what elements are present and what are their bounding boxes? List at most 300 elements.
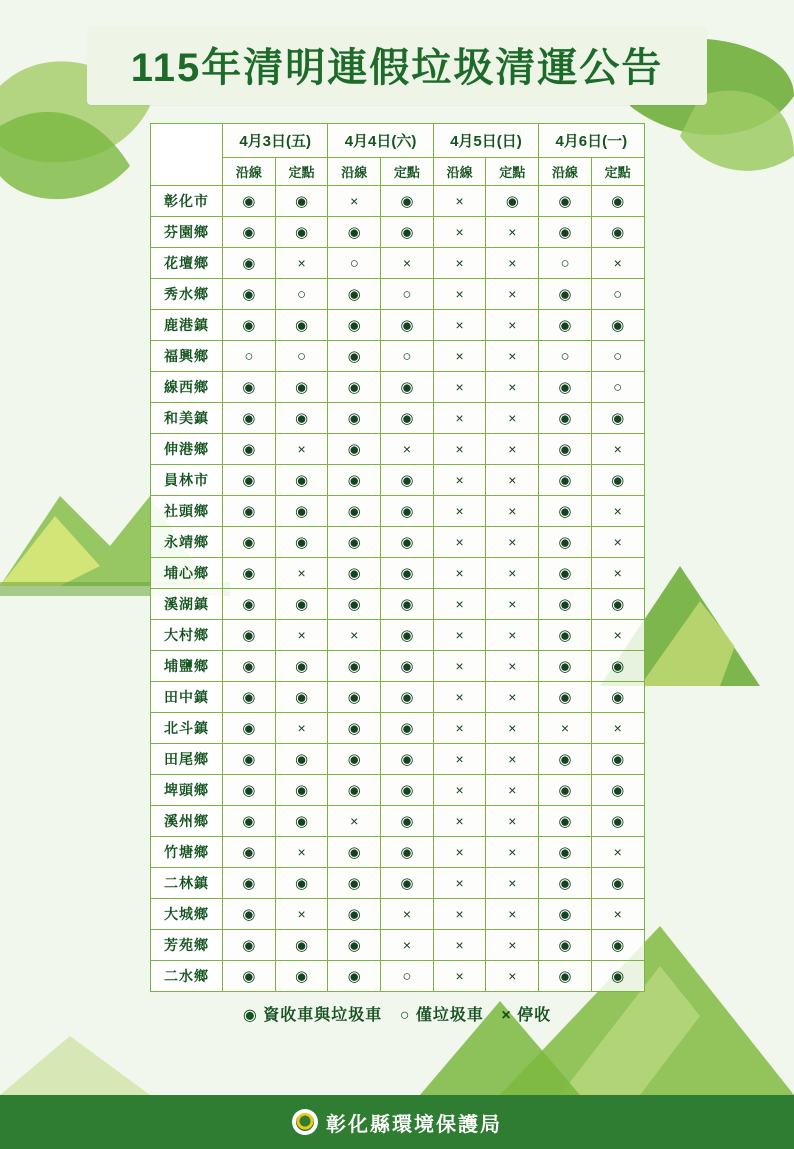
schedule-cell xyxy=(223,465,276,496)
status-symbol: × xyxy=(455,813,464,829)
status-symbol: × xyxy=(508,534,517,550)
status-symbol: × xyxy=(455,565,464,581)
schedule-cell xyxy=(433,651,486,682)
mode-header-route-2: 沿線 xyxy=(433,158,486,186)
mode-header-route-1: 沿線 xyxy=(328,158,381,186)
schedule-cell xyxy=(539,744,592,775)
schedule-cell xyxy=(591,713,644,744)
status-symbol: ◉ xyxy=(347,689,361,706)
schedule-cell xyxy=(275,589,328,620)
township-name: 社頭鄉 xyxy=(151,496,223,527)
status-symbol: ◉ xyxy=(558,658,572,675)
schedule-cell xyxy=(328,589,381,620)
schedule-cell xyxy=(223,713,276,744)
schedule-cell xyxy=(328,837,381,868)
status-symbol: × xyxy=(297,441,306,457)
schedule-cell xyxy=(381,589,434,620)
schedule-cell xyxy=(328,217,381,248)
schedule-cell xyxy=(591,186,644,217)
status-symbol: × xyxy=(508,441,517,457)
status-symbol: × xyxy=(402,906,411,922)
township-name: 竹塘鄉 xyxy=(151,837,223,868)
schedule-cell xyxy=(223,217,276,248)
schedule-cell xyxy=(328,310,381,341)
schedule-cell xyxy=(539,682,592,713)
schedule-cell xyxy=(275,775,328,806)
status-symbol: ◉ xyxy=(611,937,625,954)
table-row xyxy=(151,248,645,279)
status-symbol: × xyxy=(508,317,517,333)
mode-header-route-0: 沿線 xyxy=(223,158,276,186)
status-symbol: ◉ xyxy=(242,720,256,737)
schedule-cell xyxy=(275,620,328,651)
schedule-cell xyxy=(328,775,381,806)
status-symbol: ◉ xyxy=(611,472,625,489)
schedule-cell xyxy=(381,868,434,899)
collection-schedule-table xyxy=(150,123,645,992)
status-symbol: ○ xyxy=(297,348,307,365)
schedule-cell xyxy=(433,589,486,620)
footer-bar xyxy=(0,1095,794,1149)
status-symbol: ◉ xyxy=(400,317,414,334)
schedule-cell xyxy=(381,744,434,775)
status-symbol: ◉ xyxy=(242,317,256,334)
schedule-cell xyxy=(486,868,539,899)
schedule-cell xyxy=(486,465,539,496)
status-symbol: ◉ xyxy=(347,658,361,675)
schedule-cell xyxy=(223,868,276,899)
status-symbol: ◉ xyxy=(347,441,361,458)
status-symbol: × xyxy=(455,193,464,209)
status-symbol: ◉ xyxy=(558,937,572,954)
schedule-cell xyxy=(433,403,486,434)
schedule-cell xyxy=(433,527,486,558)
schedule-cell xyxy=(433,372,486,403)
status-symbol: ◉ xyxy=(242,813,256,830)
schedule-cell xyxy=(591,961,644,992)
status-symbol: × xyxy=(402,937,411,953)
schedule-cell xyxy=(433,465,486,496)
schedule-cell xyxy=(591,620,644,651)
status-symbol: ◉ xyxy=(242,751,256,768)
township-name: 大村鄉 xyxy=(151,620,223,651)
schedule-cell xyxy=(223,682,276,713)
schedule-cell xyxy=(223,403,276,434)
status-symbol: ◉ xyxy=(611,193,625,210)
schedule-cell xyxy=(275,651,328,682)
status-symbol: × xyxy=(455,255,464,271)
schedule-cell xyxy=(591,682,644,713)
status-symbol: × xyxy=(508,720,517,736)
schedule-cell xyxy=(275,558,328,589)
status-symbol: × xyxy=(613,627,622,643)
status-symbol: ○ xyxy=(402,968,412,985)
schedule-cell xyxy=(486,961,539,992)
schedule-cell xyxy=(591,589,644,620)
schedule-cell xyxy=(433,620,486,651)
schedule-cell xyxy=(591,341,644,372)
status-symbol: ◉ xyxy=(558,596,572,613)
schedule-cell xyxy=(223,558,276,589)
schedule-cell xyxy=(328,651,381,682)
table-header-row-modes xyxy=(151,158,645,186)
status-symbol: ◉ xyxy=(242,782,256,799)
schedule-cell xyxy=(591,775,644,806)
schedule-cell xyxy=(433,434,486,465)
schedule-cell xyxy=(275,744,328,775)
status-symbol: ◉ xyxy=(242,410,256,427)
schedule-cell xyxy=(591,465,644,496)
township-name: 福興鄉 xyxy=(151,341,223,372)
legend-item-stop: × 停收 xyxy=(501,1007,552,1024)
status-symbol: × xyxy=(613,844,622,860)
status-symbol: ◉ xyxy=(558,751,572,768)
table-row xyxy=(151,434,645,465)
schedule-cell xyxy=(433,775,486,806)
schedule-cell xyxy=(275,713,328,744)
status-symbol: ◉ xyxy=(347,906,361,923)
status-symbol: ◉ xyxy=(294,875,309,892)
schedule-cell xyxy=(275,961,328,992)
status-symbol: ◉ xyxy=(558,875,572,892)
schedule-cell xyxy=(486,899,539,930)
status-symbol: ◉ xyxy=(294,658,309,675)
schedule-cell xyxy=(591,403,644,434)
schedule-cell xyxy=(486,806,539,837)
schedule-cell xyxy=(223,744,276,775)
schedule-cell xyxy=(275,403,328,434)
status-symbol: ◉ xyxy=(400,193,414,210)
status-symbol: ◉ xyxy=(400,844,414,861)
table-row xyxy=(151,713,645,744)
table-body xyxy=(151,186,645,992)
schedule-cell xyxy=(433,682,486,713)
status-symbol: × xyxy=(455,441,464,457)
status-symbol: ◉ xyxy=(400,565,414,582)
status-symbol: ◉ xyxy=(294,379,309,396)
status-symbol: × xyxy=(613,534,622,550)
status-symbol: × xyxy=(508,689,517,705)
schedule-cell xyxy=(328,496,381,527)
table-corner-cell xyxy=(151,124,223,186)
schedule-cell xyxy=(223,806,276,837)
table-row xyxy=(151,744,645,775)
status-symbol: × xyxy=(613,441,622,457)
status-symbol: × xyxy=(455,410,464,426)
status-symbol: × xyxy=(508,937,517,953)
status-symbol: × xyxy=(508,875,517,891)
day-header-1: 4月4日(六) xyxy=(328,124,433,158)
township-name: 埤頭鄉 xyxy=(151,775,223,806)
status-symbol: ◉ xyxy=(400,689,414,706)
status-symbol: ○ xyxy=(613,286,623,303)
township-name: 鹿港鎮 xyxy=(151,310,223,341)
schedule-cell xyxy=(539,496,592,527)
status-symbol: ◉ xyxy=(347,565,361,582)
status-symbol: × xyxy=(350,193,359,209)
status-symbol: × xyxy=(455,627,464,643)
schedule-cell xyxy=(591,558,644,589)
schedule-cell xyxy=(539,961,592,992)
schedule-cell xyxy=(328,868,381,899)
status-symbol: ◉ xyxy=(611,596,625,613)
status-symbol: × xyxy=(455,968,464,984)
status-symbol: ◉ xyxy=(347,968,361,985)
status-symbol: ◉ xyxy=(294,689,309,706)
township-name: 田中鎮 xyxy=(151,682,223,713)
status-symbol: ◉ xyxy=(347,844,361,861)
status-symbol: ◉ xyxy=(558,317,572,334)
status-symbol: ◉ xyxy=(242,596,256,613)
schedule-cell xyxy=(486,279,539,310)
township-name: 伸港鄉 xyxy=(151,434,223,465)
status-symbol: ◉ xyxy=(242,193,256,210)
schedule-cell xyxy=(433,341,486,372)
schedule-cell xyxy=(539,775,592,806)
schedule-cell xyxy=(223,589,276,620)
status-symbol: ○ xyxy=(244,348,254,365)
status-symbol: ◉ xyxy=(611,410,625,427)
schedule-cell xyxy=(275,806,328,837)
schedule-cell xyxy=(486,434,539,465)
schedule-cell xyxy=(275,899,328,930)
township-name: 大城鄉 xyxy=(151,899,223,930)
status-symbol: ◉ xyxy=(242,906,256,923)
status-symbol: ○ xyxy=(560,255,570,272)
table-row xyxy=(151,775,645,806)
schedule-cell xyxy=(223,496,276,527)
status-symbol: ◉ xyxy=(347,348,361,365)
schedule-cell xyxy=(486,589,539,620)
schedule-cell xyxy=(539,217,592,248)
schedule-cell xyxy=(591,310,644,341)
status-symbol: × xyxy=(508,503,517,519)
schedule-cell xyxy=(381,186,434,217)
schedule-cell xyxy=(381,713,434,744)
schedule-cell xyxy=(433,496,486,527)
status-symbol: × xyxy=(508,813,517,829)
status-symbol: × xyxy=(455,658,464,674)
schedule-cell xyxy=(486,713,539,744)
status-symbol: × xyxy=(297,255,306,271)
status-symbol: × xyxy=(508,348,517,364)
township-name: 二水鄉 xyxy=(151,961,223,992)
status-symbol: ◉ xyxy=(400,720,414,737)
table-row xyxy=(151,465,645,496)
status-symbol: ◉ xyxy=(242,875,256,892)
status-symbol: ◉ xyxy=(400,534,414,551)
status-symbol: ◉ xyxy=(242,565,256,582)
status-symbol: ◉ xyxy=(558,534,572,551)
status-symbol: ◉ xyxy=(558,782,572,799)
status-symbol: ◉ xyxy=(347,379,361,396)
status-symbol: ○ xyxy=(613,379,623,396)
status-symbol: ◉ xyxy=(558,503,572,520)
schedule-cell xyxy=(591,744,644,775)
schedule-cell xyxy=(539,248,592,279)
schedule-cell xyxy=(381,620,434,651)
schedule-cell xyxy=(381,558,434,589)
status-symbol: × xyxy=(613,906,622,922)
schedule-cell xyxy=(381,217,434,248)
status-symbol: ◉ xyxy=(558,627,572,644)
status-symbol: ◉ xyxy=(558,472,572,489)
schedule-cell xyxy=(328,620,381,651)
mode-header-fixed-2: 定點 xyxy=(486,158,539,186)
schedule-cell xyxy=(381,837,434,868)
status-symbol: × xyxy=(508,565,517,581)
schedule-cell xyxy=(486,372,539,403)
status-symbol: ◉ xyxy=(611,813,625,830)
schedule-cell xyxy=(275,217,328,248)
status-symbol: × xyxy=(508,627,517,643)
status-symbol: ◉ xyxy=(558,906,572,923)
schedule-cell xyxy=(486,620,539,651)
table-row xyxy=(151,558,645,589)
mode-header-fixed-0: 定點 xyxy=(275,158,328,186)
schedule-cell xyxy=(486,744,539,775)
schedule-cell xyxy=(381,341,434,372)
status-symbol: ◉ xyxy=(242,627,256,644)
schedule-cell xyxy=(275,341,328,372)
status-symbol: ◉ xyxy=(347,720,361,737)
schedule-cell xyxy=(275,372,328,403)
schedule-cell xyxy=(539,341,592,372)
schedule-cell xyxy=(223,279,276,310)
status-symbol: × xyxy=(455,782,464,798)
schedule-cell xyxy=(539,589,592,620)
status-symbol: × xyxy=(455,875,464,891)
schedule-cell xyxy=(539,713,592,744)
table-row xyxy=(151,217,645,248)
mode-header-fixed-1: 定點 xyxy=(381,158,434,186)
legend xyxy=(137,1002,657,1025)
schedule-cell xyxy=(591,434,644,465)
mode-header-route-3: 沿線 xyxy=(539,158,592,186)
status-symbol: ○ xyxy=(560,348,570,365)
status-symbol: ◉ xyxy=(558,441,572,458)
schedule-table-container xyxy=(150,123,644,992)
schedule-cell xyxy=(223,930,276,961)
schedule-cell xyxy=(223,310,276,341)
status-symbol: × xyxy=(455,224,464,240)
schedule-cell xyxy=(591,527,644,558)
status-symbol: × xyxy=(560,720,570,736)
schedule-cell xyxy=(486,341,539,372)
status-symbol: × xyxy=(455,720,464,736)
status-symbol: ◉ xyxy=(400,813,414,830)
status-symbol: ◉ xyxy=(611,224,625,241)
day-header-2: 4月5日(日) xyxy=(433,124,538,158)
schedule-cell xyxy=(433,279,486,310)
status-symbol: ◉ xyxy=(347,751,361,768)
schedule-cell xyxy=(328,279,381,310)
schedule-cell xyxy=(433,837,486,868)
status-symbol: ◉ xyxy=(347,503,361,520)
status-symbol: × xyxy=(508,844,517,860)
schedule-cell xyxy=(591,279,644,310)
schedule-cell xyxy=(275,434,328,465)
table-row xyxy=(151,527,645,558)
status-symbol: ◉ xyxy=(242,224,256,241)
status-symbol: ◉ xyxy=(558,689,572,706)
status-symbol: ◉ xyxy=(294,937,309,954)
status-symbol: ◉ xyxy=(294,534,309,551)
schedule-cell xyxy=(328,186,381,217)
status-symbol: ◉ xyxy=(347,937,361,954)
status-symbol: ○ xyxy=(613,348,623,365)
mode-header-fixed-3: 定點 xyxy=(591,158,644,186)
schedule-cell xyxy=(381,651,434,682)
township-name: 永靖鄉 xyxy=(151,527,223,558)
schedule-cell xyxy=(275,837,328,868)
table-row xyxy=(151,868,645,899)
status-symbol: ◉ xyxy=(347,596,361,613)
schedule-cell xyxy=(433,806,486,837)
schedule-cell xyxy=(433,868,486,899)
status-symbol: ◉ xyxy=(294,317,309,334)
status-symbol: ◉ xyxy=(400,596,414,613)
status-symbol: ◉ xyxy=(294,751,309,768)
status-symbol: ◉ xyxy=(400,782,414,799)
schedule-cell xyxy=(539,186,592,217)
schedule-cell xyxy=(381,310,434,341)
status-symbol: × xyxy=(402,441,411,457)
status-symbol: ◉ xyxy=(294,224,309,241)
status-symbol: ◉ xyxy=(611,658,625,675)
status-symbol: ◉ xyxy=(294,193,309,210)
status-symbol: × xyxy=(297,720,306,736)
schedule-cell xyxy=(591,372,644,403)
status-symbol: ◉ xyxy=(242,968,256,985)
status-symbol: ◉ xyxy=(400,379,414,396)
schedule-cell xyxy=(433,899,486,930)
status-symbol: ◉ xyxy=(347,410,361,427)
status-symbol: ○ xyxy=(402,286,412,303)
schedule-cell xyxy=(486,775,539,806)
status-symbol: ◉ xyxy=(558,565,572,582)
table-row xyxy=(151,682,645,713)
schedule-cell xyxy=(539,899,592,930)
status-symbol: ◉ xyxy=(242,689,256,706)
schedule-cell xyxy=(433,744,486,775)
status-symbol: × xyxy=(455,937,464,953)
schedule-cell xyxy=(223,527,276,558)
status-symbol: × xyxy=(297,844,306,860)
township-name: 和美鎮 xyxy=(151,403,223,434)
schedule-cell xyxy=(591,837,644,868)
schedule-cell xyxy=(223,186,276,217)
table-row xyxy=(151,403,645,434)
status-symbol: ◉ xyxy=(611,968,625,985)
status-symbol: × xyxy=(508,782,517,798)
status-symbol: ◉ xyxy=(242,286,256,303)
status-symbol: ◉ xyxy=(242,503,256,520)
status-symbol: × xyxy=(508,596,517,612)
status-symbol: ◉ xyxy=(611,875,625,892)
township-name: 彰化市 xyxy=(151,186,223,217)
table-row xyxy=(151,496,645,527)
schedule-cell xyxy=(223,775,276,806)
legend-item-both: ◉ 資收車與垃圾車 xyxy=(242,1007,383,1024)
table-row xyxy=(151,186,645,217)
status-symbol: ◉ xyxy=(558,410,572,427)
schedule-cell xyxy=(275,279,328,310)
status-symbol: × xyxy=(455,286,464,302)
status-symbol: ◉ xyxy=(611,782,625,799)
schedule-cell xyxy=(591,930,644,961)
schedule-cell xyxy=(591,899,644,930)
